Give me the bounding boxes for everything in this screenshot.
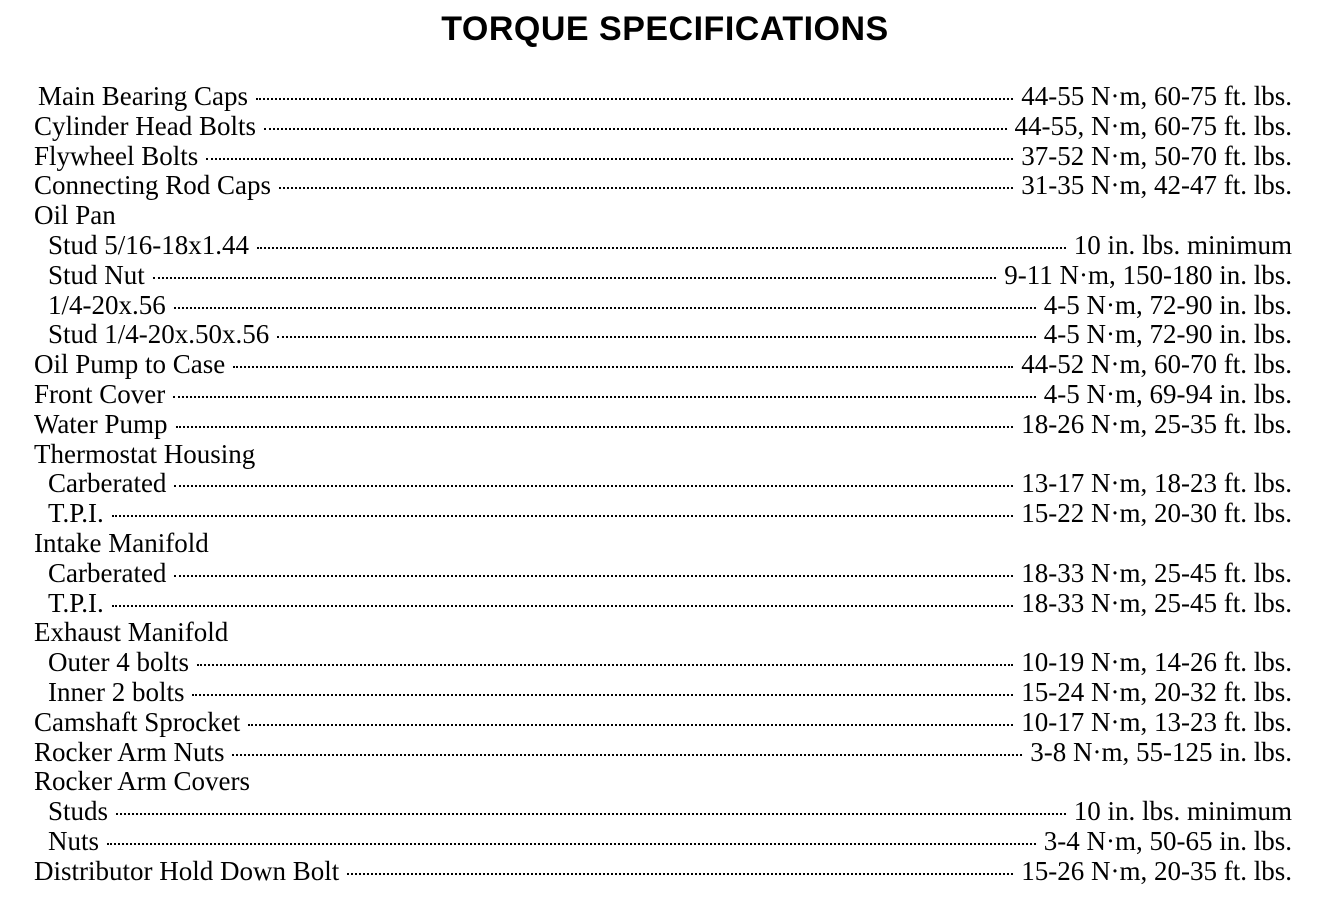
spec-value: 10 in. lbs. minimum <box>1073 797 1292 827</box>
dot-leader <box>173 396 1036 398</box>
spec-label: Carberated <box>48 558 167 588</box>
spec-label: T.P.I. <box>48 588 104 618</box>
torque-spec-list <box>34 82 1292 887</box>
dot-leader <box>206 158 1013 160</box>
spec-row <box>34 767 1292 797</box>
dot-leader <box>264 128 1007 130</box>
spec-subrow <box>34 261 1292 291</box>
dot-leader <box>257 247 1066 249</box>
dot-leader <box>248 724 1013 726</box>
spec-label: Stud Nut <box>48 260 145 290</box>
spec-value: 3-8 N·m, 55-125 in. lbs. <box>1030 737 1292 767</box>
spec-label: Main Bearing Caps <box>38 82 248 111</box>
spec-row <box>34 201 1292 231</box>
spec-subrow <box>34 797 1292 827</box>
spec-value: 15-26 N·m, 20-35 ft. lbs. <box>1021 856 1292 886</box>
spec-row <box>34 857 1292 887</box>
spec-label: Nuts <box>48 826 100 856</box>
spec-subrow <box>34 589 1292 619</box>
spec-label: Oil Pan <box>34 201 116 231</box>
dot-leader <box>107 843 1036 845</box>
dot-leader <box>233 366 1013 368</box>
spec-value: 4-5 N·m, 72-90 in. lbs. <box>1043 320 1292 350</box>
spec-value: 10 in. lbs. minimum <box>1073 230 1292 260</box>
spec-value: 3-4 N·m, 50-65 in. lbs. <box>1043 826 1292 856</box>
spec-label: Stud 5/16-18x1.44 <box>48 230 250 260</box>
spec-row <box>34 738 1292 768</box>
spec-label: Carberated <box>48 469 167 499</box>
spec-row <box>34 708 1292 738</box>
spec-row <box>34 112 1292 142</box>
spec-label: Inner 2 bolts <box>48 677 185 707</box>
spec-subrow <box>34 231 1292 261</box>
spec-subrow <box>34 648 1292 678</box>
spec-value: 44-55, N·m, 60-75 ft. lbs. <box>1014 111 1292 141</box>
spec-label: 1/4-20x.56 <box>48 290 166 320</box>
spec-row <box>34 618 1292 648</box>
spec-subrow <box>34 291 1292 321</box>
spec-label: Studs <box>48 797 109 827</box>
spec-subrow <box>34 320 1292 350</box>
spec-label: Connecting Rod Caps <box>34 171 271 201</box>
spec-value: 4-5 N·m, 72-90 in. lbs. <box>1043 290 1292 320</box>
spec-label: Oil Pump to Case <box>34 350 226 380</box>
spec-value: 15-22 N·m, 20-30 ft. lbs. <box>1021 499 1292 529</box>
spec-label: Rocker Arm Covers <box>34 767 250 797</box>
spec-value: 10-19 N·m, 14-26 ft. lbs. <box>1021 648 1292 678</box>
spec-row <box>34 410 1292 440</box>
dot-leader <box>277 336 1036 338</box>
spec-value: 18-33 N·m, 25-45 ft. lbs. <box>1021 588 1292 618</box>
spec-row <box>34 142 1292 172</box>
spec-value: 4-5 N·m, 69-94 in. lbs. <box>1043 379 1292 409</box>
spec-label: Outer 4 bolts <box>48 648 189 678</box>
spec-label: Intake Manifold <box>34 528 209 558</box>
spec-label: Camshaft Sprocket <box>34 707 241 737</box>
spec-value: 13-17 N·m, 18-23 ft. lbs. <box>1021 469 1292 499</box>
spec-row <box>34 380 1292 410</box>
spec-value: 10-17 N·m, 13-23 ft. lbs. <box>1021 707 1292 737</box>
spec-label: T.P.I. <box>48 499 104 529</box>
dot-leader <box>197 664 1013 666</box>
spec-subrow <box>34 678 1292 708</box>
spec-label: Cylinder Head Bolts <box>34 111 256 141</box>
spec-label: Water Pump <box>34 409 168 439</box>
spec-value: 44-55 N·m, 60-75 ft. lbs. <box>1021 82 1292 111</box>
dot-leader <box>256 98 1013 100</box>
spec-value: 18-33 N·m, 25-45 ft. lbs. <box>1021 558 1292 588</box>
spec-label: Thermostat Housing <box>34 439 256 469</box>
dot-leader <box>174 575 1013 577</box>
dot-leader <box>116 813 1066 815</box>
spec-label: Flywheel Bolts <box>34 141 199 171</box>
spec-label: Front Cover <box>34 379 166 409</box>
spec-row <box>34 82 1292 112</box>
spec-value: 31-35 N·m, 42-47 ft. lbs. <box>1021 171 1292 201</box>
dot-leader <box>174 485 1013 487</box>
spec-subrow <box>34 559 1292 589</box>
spec-value: 18-26 N·m, 25-35 ft. lbs. <box>1021 409 1292 439</box>
spec-label: Rocker Arm Nuts <box>34 737 225 767</box>
dot-leader <box>112 605 1014 607</box>
dot-leader <box>153 277 996 279</box>
dot-leader <box>192 694 1013 696</box>
spec-subrow <box>34 827 1292 857</box>
spec-row <box>34 171 1292 201</box>
dot-leader <box>232 754 1022 756</box>
spec-subrow <box>34 469 1292 499</box>
dot-leader <box>112 515 1014 517</box>
spec-value: 37-52 N·m, 50-70 ft. lbs. <box>1021 141 1292 171</box>
dot-leader <box>174 307 1036 309</box>
dot-leader <box>279 187 1013 189</box>
dot-leader <box>176 426 1014 428</box>
spec-value: 44-52 N·m, 60-70 ft. lbs. <box>1021 350 1292 380</box>
spec-label: Distributor Hold Down Bolt <box>34 856 340 886</box>
spec-label: Stud 1/4-20x.50x.56 <box>48 320 270 350</box>
spec-row <box>34 529 1292 559</box>
spec-row <box>34 350 1292 380</box>
spec-value: 9-11 N·m, 150-180 in. lbs. <box>1004 260 1292 290</box>
dot-leader <box>347 873 1013 875</box>
page-title: TORQUE SPECIFICATIONS <box>441 10 889 48</box>
spec-subrow <box>34 499 1292 529</box>
spec-label: Exhaust Manifold <box>34 618 229 648</box>
spec-row <box>34 440 1292 470</box>
spec-value: 15-24 N·m, 20-32 ft. lbs. <box>1021 677 1292 707</box>
